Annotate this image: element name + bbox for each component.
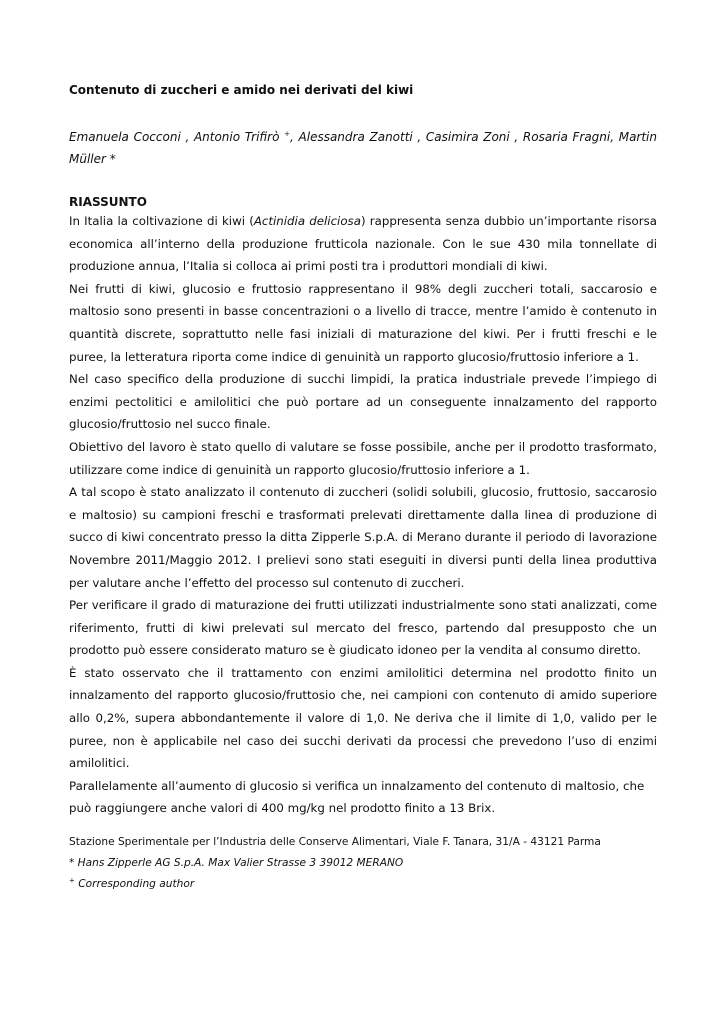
footnote-star-mark: * bbox=[69, 857, 75, 870]
footnote-plus-mark: + bbox=[69, 876, 75, 885]
species-name: Actinidia deliciosa bbox=[253, 214, 361, 228]
footnote-plus-text: Corresponding author bbox=[74, 878, 195, 891]
abstract-paragraph: Parallelamente all’aumento di glucosio si verifica un innalzamento del contenuto di maltosio, che può raggiungere anche valori di 400 mg/kg nel prodotto finito a 13 Brix. bbox=[69, 778, 645, 816]
author-list bbox=[69, 126, 657, 170]
p1-end: ) rappresenta senza dubbio un’importante risorsa economica all’interno della produzione frutticola nazionale. Con le sue 430 mila tonnellate di produzione annua, l’Italia si colloca ai primi posti tra i produttori mondiali di kiwi. bbox=[69, 214, 657, 274]
abstract-body bbox=[69, 210, 657, 820]
authors-rest: , Alessandra Zanotti , Casimira Zoni , Rosaria Fragni, Martin Müller * bbox=[69, 130, 658, 166]
paper-page bbox=[69, 82, 657, 895]
abstract-paragraph bbox=[69, 210, 657, 278]
footnote-star-text: Hans Zipperle AG S.p.A. Max Valier Strasse 3 39012 MERANO bbox=[74, 857, 404, 870]
abstract-paragraph: Nei frutti di kiwi, glucosio e fruttosio rappresentano il 98% degli zuccheri totali, saccarosio e maltosio sono presenti in basse concentrazioni o a livello di tracce, mentre l’amido è contenuto in quantità discrete, soprattutto nelle fasi iniziali di maturazione del kiwi. Per i frutti freschi e le puree, la letteratura riporta come indice di genuinità un rapporto glucosio/fruttosio inferiore a 1. bbox=[69, 281, 657, 364]
footnote-plus bbox=[69, 874, 657, 895]
abstract-paragraph: È stato osservato che il trattamento con enzimi amilolitici determina nel prodotto finito un innalzamento del rapporto glucosio/fruttosio che, nei campioni con contenuto di amido superiore allo 0,2%, supera abbondantemente il valore di 1,0. Ne deriva che il limite di 1,0, valido per le puree, non è applicabile nel caso dei succhi derivati da processi che prevedono l’uso di enzimi amilolitici. bbox=[69, 665, 657, 771]
footnote-star bbox=[69, 853, 657, 874]
abstract-paragraph: Obiettivo del lavoro è stato quello di valutare se fosse possibile, anche per il prodotto trasformato, utilizzare come indice di genuinità un rapporto glucosio/fruttosio inferiore a 1. bbox=[69, 439, 657, 477]
abstract-paragraph: Per verificare il grado di maturazione dei frutti utilizzati industrialmente sono stati analizzati, come riferimento, frutti di kiwi prelevati sul mercato del fresco, partendo dal presupposto che un prodotto può essere considerato maturo se è giudicato idoneo per la vendita al consumo diretto. bbox=[69, 598, 657, 658]
corresponding-author-mark: + bbox=[284, 130, 291, 138]
abstract-paragraph: A tal scopo è stato analizzato il contenuto di zuccheri (solidi solubili, glucosio, fruttosio, saccarosio e maltosio) su campioni freschi e trasformati prelevati direttamente dalla linea di produzione di succo di kiwi concentrato presso la ditta Zipperle S.p.A. di Merano durante il periodo di lavorazione Novembre 2011/Maggio 2012. I prelievi sono stati eseguiti in diversi punti della linea produttiva per valutare anche l’effetto del processo sul contenuto di zuccheri. bbox=[69, 485, 657, 590]
affiliation: Stazione Sperimentale per l’Industria delle Conserve Alimentari, Viale F. Tanara, 31/A - 43121 Parma bbox=[69, 836, 601, 849]
abstract-paragraph: Nel caso specifico della produzione di succhi limpidi, la pratica industriale prevede l’impiego di enzimi pectolitici e amilolitici che può portare ad un conseguente innalzamento del rapporto glucosio/fruttosio nel succo finale. bbox=[69, 372, 657, 432]
footnotes bbox=[69, 832, 657, 895]
authors-first: Emanuela Cocconi , Antonio Trifirò bbox=[69, 130, 280, 144]
section-heading: RIASSUNTO bbox=[69, 195, 147, 209]
paper-title: Contenuto di zuccheri e amido nei derivati del kiwi bbox=[69, 83, 414, 97]
p1-start: In Italia la coltivazione di kiwi ( bbox=[69, 214, 254, 228]
